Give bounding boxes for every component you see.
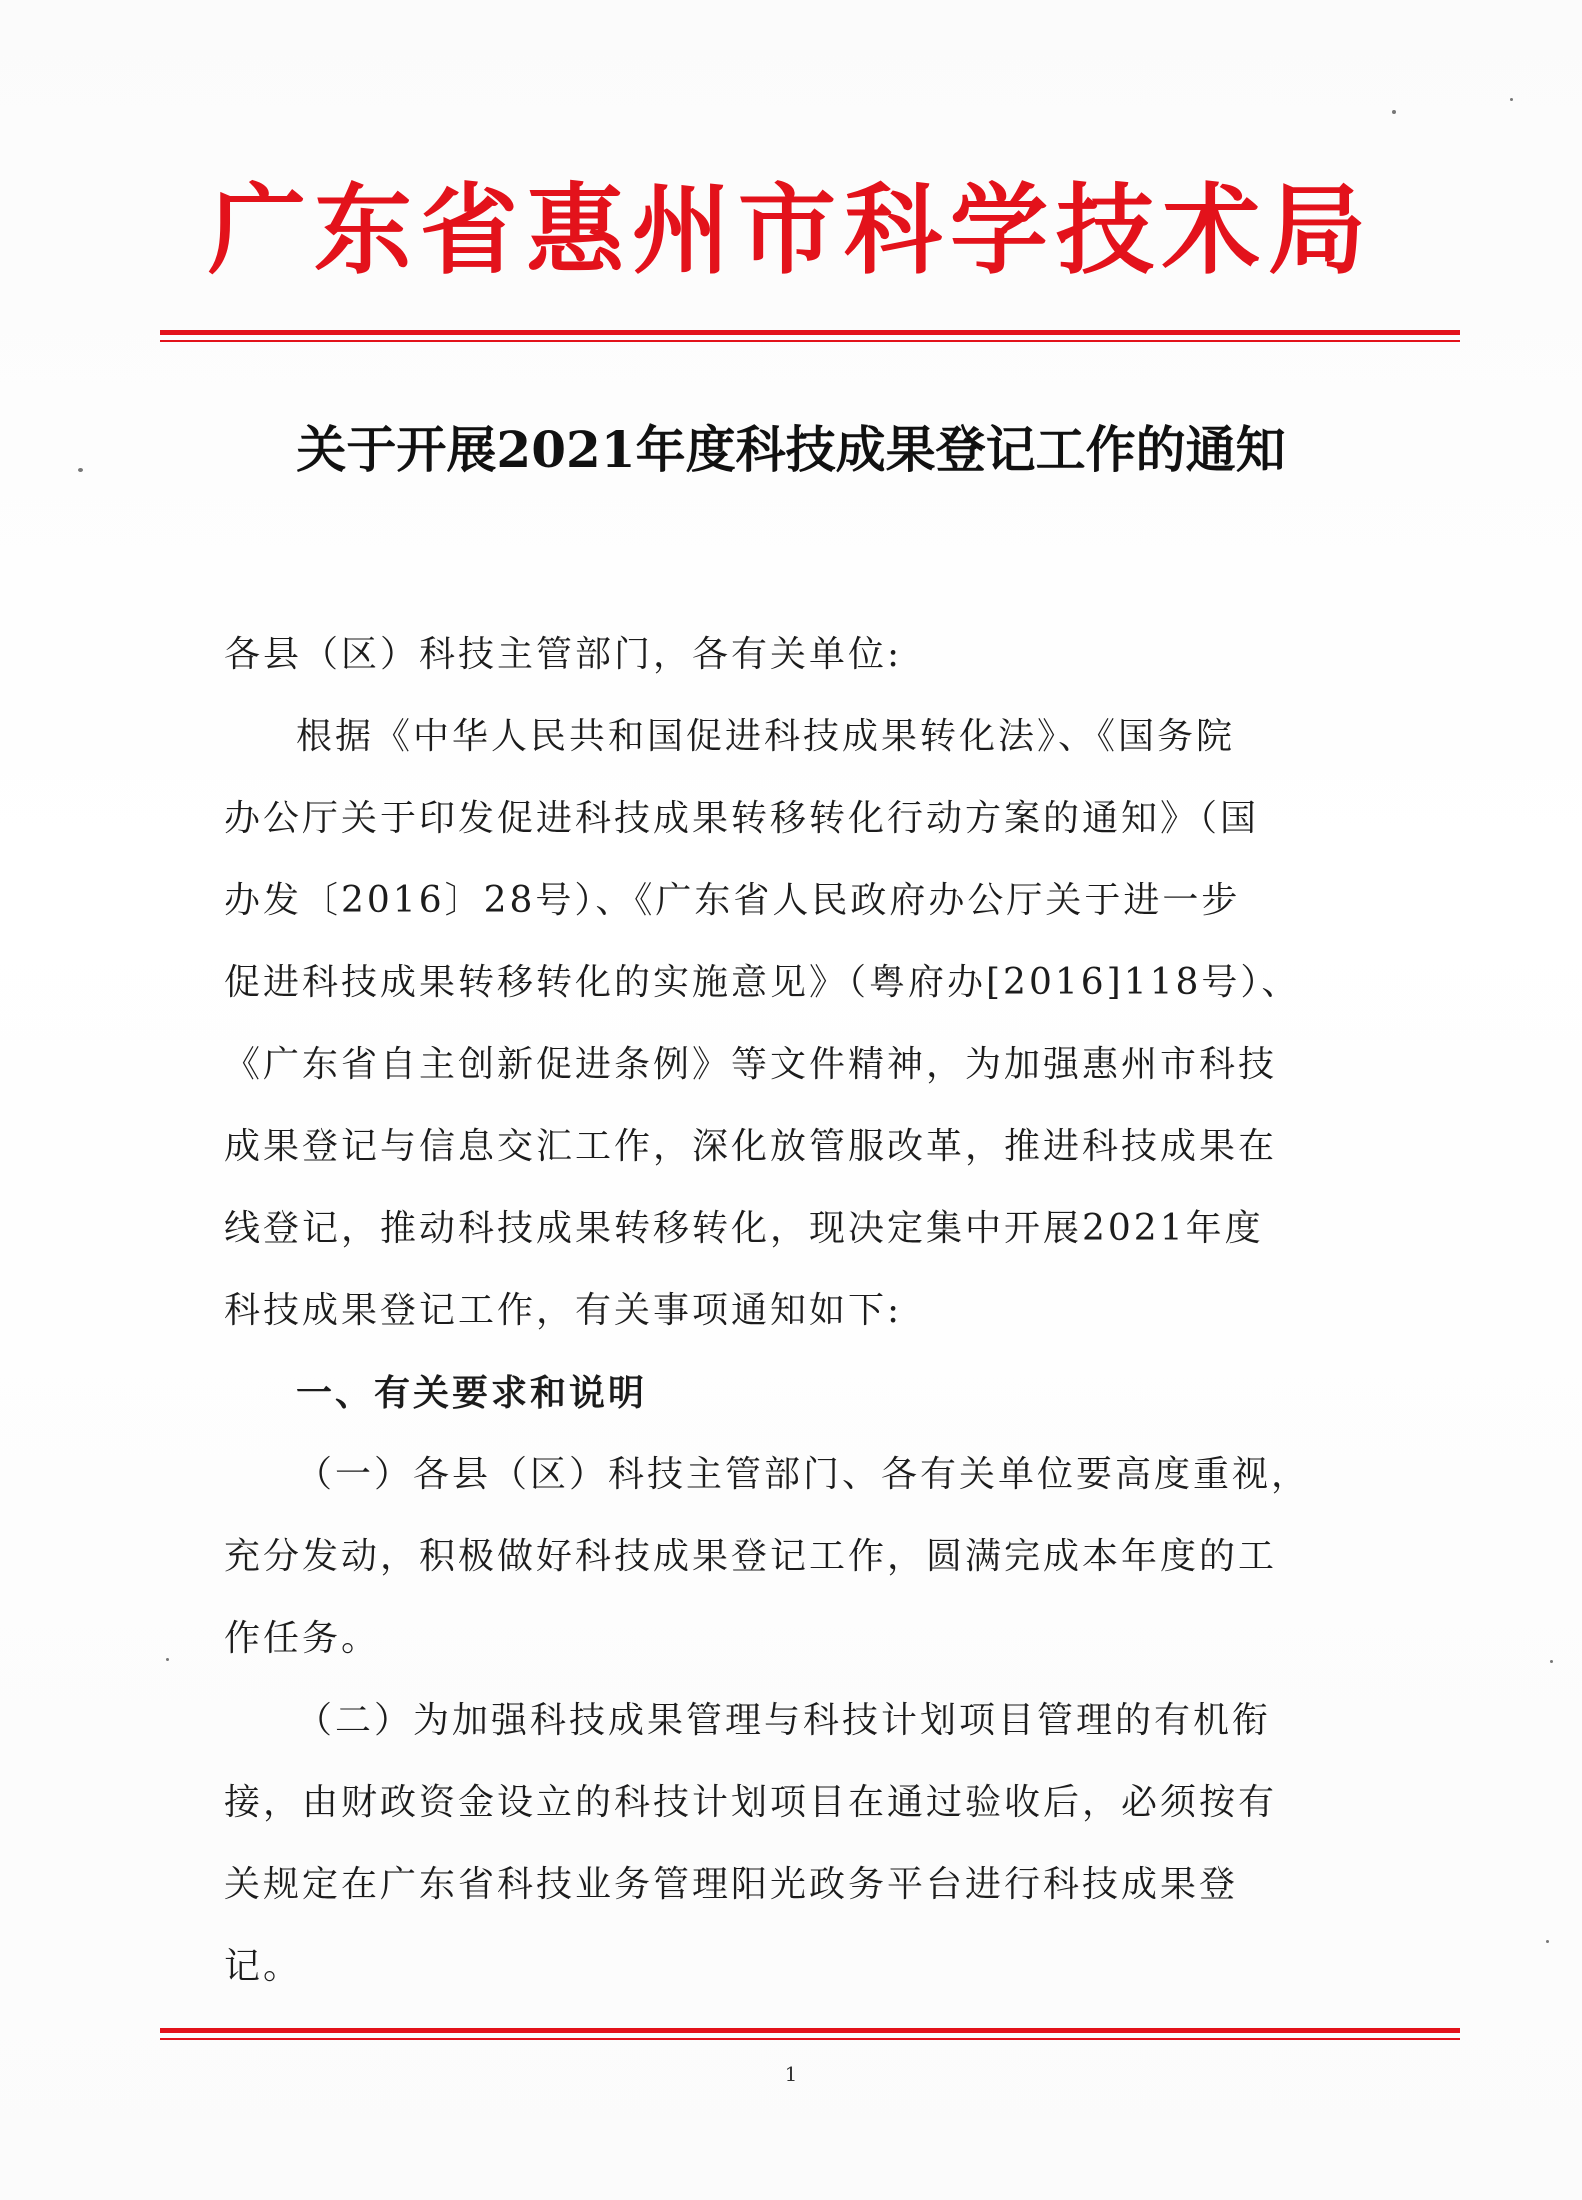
item-line: 充分发动，积极做好科技成果登记工作，圆满完成本年度的工 — [224, 1536, 1278, 1577]
paragraph-line: 根据《中华人民共和国促进科技成果转化法》、《国务院 — [296, 716, 1236, 757]
notice-title: 关于开展2021年度科技成果登记工作的通知 — [296, 420, 1286, 479]
scan-speck — [78, 468, 83, 472]
letterhead-rule-thin — [160, 340, 1460, 342]
salutation: 各县（区）科技主管部门，各有关单位: — [224, 634, 903, 675]
paragraph-line: 成果登记与信息交汇工作，深化放管服改革，推进科技成果在 — [224, 1126, 1278, 1167]
item-line: 作任务。 — [224, 1618, 381, 1659]
notice-body — [224, 614, 1354, 2008]
agency-letterhead: 广东省惠州市科学技术局 — [207, 173, 1374, 288]
page-number: 1 — [784, 2062, 798, 2086]
paragraph-line: 《广东省自主创新促进条例》等文件精神，为加强惠州市科技 — [224, 1044, 1278, 1085]
item-line: （二）为加强科技成果管理与科技计划项目管理的有机衔 — [296, 1700, 1272, 1741]
paragraph-line: 线登记，推动科技成果转移转化，现决定集中开展2021年度 — [224, 1208, 1264, 1249]
letterhead-rule-thick — [160, 330, 1460, 335]
item-line: 记。 — [224, 1946, 303, 1987]
paragraph-line: 办发〔2016〕28号）、《广东省人民政府办公厅关于进一步 — [224, 880, 1241, 921]
scan-speck — [1392, 110, 1396, 114]
scan-speck — [166, 1658, 169, 1661]
footer-rule-thick — [160, 2028, 1460, 2033]
footer-rule-thin — [160, 2038, 1460, 2040]
section-heading: 一、有关要求和说明 — [296, 1372, 648, 1414]
item-line: （一）各县（区）科技主管部门、各有关单位要高度重视， — [296, 1454, 1311, 1495]
scan-speck — [1550, 1660, 1553, 1663]
paragraph-line: 办公厅关于印发促进科技成果转移转化行动方案的通知》（国 — [224, 798, 1260, 839]
scan-speck — [1510, 98, 1513, 101]
item-line: 关规定在广东省科技业务管理阳光政务平台进行科技成果登 — [224, 1864, 1239, 1905]
paragraph-line: 促进科技成果转移转化的实施意见》（粤府办[2016]118号）、 — [224, 962, 1301, 1003]
item-line: 接，由财政资金设立的科技计划项目在通过验收后，必须按有 — [224, 1782, 1278, 1823]
scan-speck — [1546, 1940, 1549, 1943]
paragraph-line: 科技成果登记工作，有关事项通知如下: — [224, 1290, 903, 1331]
